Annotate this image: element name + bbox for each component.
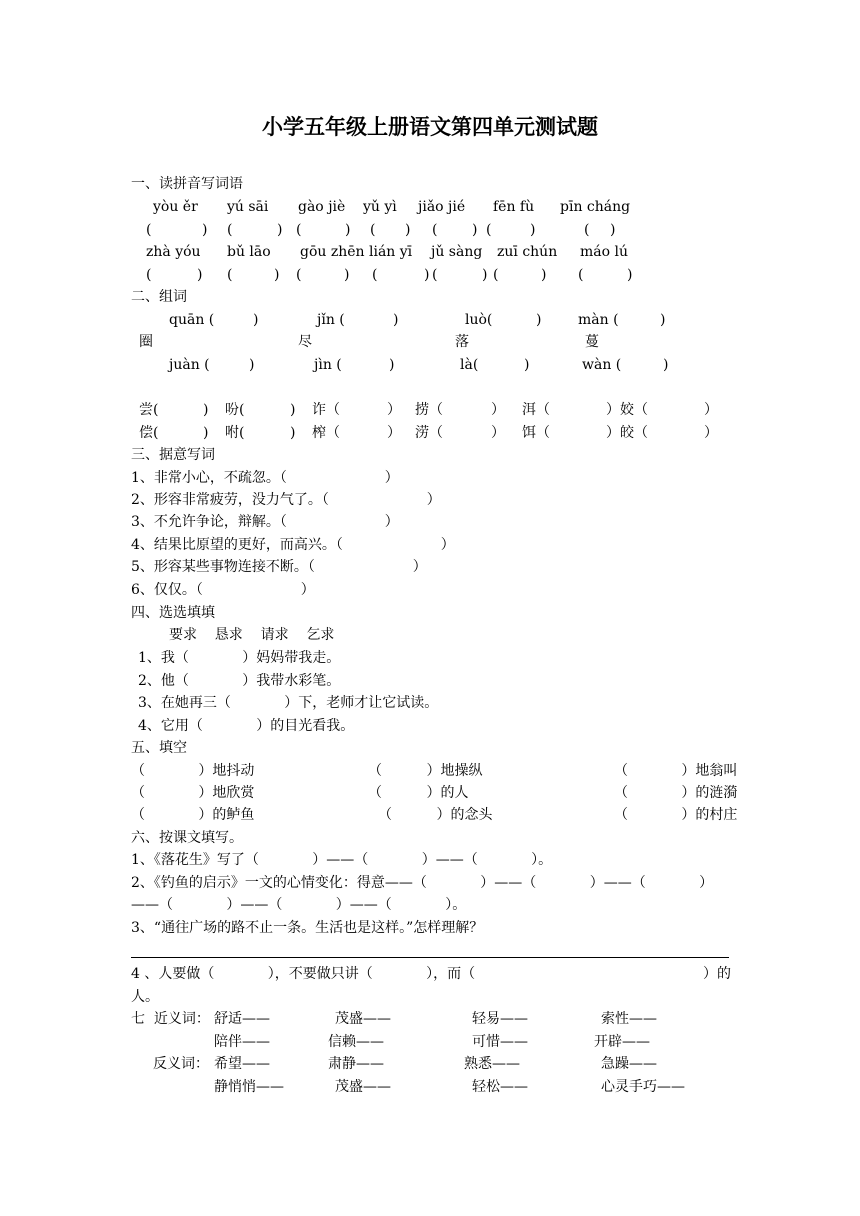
pinyin-blank: ) [249, 357, 255, 373]
syn-r2-c3: 可惜—— [472, 1034, 528, 1050]
s3-item-3: 3、不允许争论，辩解。（ ） [131, 514, 399, 530]
blank-paren: ( [584, 222, 590, 238]
syn-r1-c2: 茂盛—— [335, 1011, 391, 1027]
char-blank: ) [203, 402, 209, 418]
s5-r3-c2: （ ）的念头 [378, 807, 493, 823]
s3-item-6: 6、仅仅。（ ） [131, 582, 315, 598]
char-blank: ） [704, 402, 718, 418]
pinyin-blank: là( [460, 357, 479, 373]
pinyin-blank: ) [393, 312, 399, 328]
blank-paren: ( [370, 222, 376, 238]
char-blank: ) [290, 425, 296, 441]
s5-r1-c1: （ ）地抖动 [131, 763, 255, 779]
ant-r1-c1: 希望—— [214, 1056, 270, 1072]
char-blank: 诈（ [312, 402, 340, 418]
s5-r3-c1: （ ）的鲈鱼 [131, 807, 255, 823]
blank-paren: ( [432, 222, 438, 238]
s3-item-4: 4、结果比原望的更好，而高兴。（ ） [131, 537, 455, 553]
blank-paren: ) [541, 267, 547, 283]
blank-paren: ) [530, 222, 536, 238]
pinyin: jǔ sàng [431, 244, 483, 260]
char-blank: 涝（ [415, 425, 443, 441]
blank-paren: ( [493, 267, 499, 283]
char: 蔓 [585, 334, 599, 350]
syn-r1-c1: 舒适—— [214, 1011, 270, 1027]
char: 落 [455, 334, 469, 350]
pinyin: bǔ lāo [227, 244, 271, 260]
s3-item-1: 1、非常小心，不疏忽。（ ） [131, 470, 399, 486]
pinyin: gōu zhēn [300, 244, 365, 260]
s3-item-5: 5、形容某些事物连接不断。（ ） [131, 559, 427, 575]
ant-r2-c3: 轻松—— [472, 1079, 528, 1095]
s4-item-3: 3、在她再三（ ）下，老师才让它试读。 [138, 695, 439, 711]
pinyin-blank: jǐn ( [317, 312, 345, 328]
ant-r1-c4: 急躁—— [601, 1056, 657, 1072]
pinyin-blank: ) [524, 357, 530, 373]
pinyin: pīn cháng [560, 199, 631, 215]
s6-item-4a-end: ）的 [703, 966, 731, 982]
s5-r1-c2: （ ）地操纵 [368, 763, 483, 779]
pinyin: zuī chún [497, 244, 558, 260]
char-blank: ） [387, 402, 401, 418]
pinyin-blank: jìn ( [314, 357, 342, 373]
pinyin-blank: juàn ( [169, 357, 210, 373]
pinyin: jiǎo jié [418, 199, 466, 215]
s6-item-4b: 人。 [131, 989, 159, 1005]
ant-r2-c4: 心灵手巧—— [601, 1079, 685, 1095]
s6-item-4a: 4 、人要做（ ），不要做只讲（ ），而（ [131, 966, 476, 982]
char: 圈 [139, 334, 153, 350]
blank-paren: ) [482, 267, 488, 283]
blank-paren: ( [146, 267, 152, 283]
pinyin: lián yī [369, 244, 413, 260]
section-6-heading: 六、按课文填写。 [131, 830, 243, 846]
syn-r1-c3: 轻易—— [472, 1011, 528, 1027]
blank-paren: ) [610, 222, 616, 238]
syn-r2-c1: 陪伴—— [214, 1034, 270, 1050]
pinyin-blank: màn ( [578, 312, 619, 328]
char-blank: ） [491, 402, 505, 418]
pinyin-blank: ) [663, 357, 669, 373]
pinyin: fēn fù [493, 199, 535, 215]
blank-paren: ( [578, 267, 584, 283]
syn-r2-c2: 信赖—— [328, 1034, 384, 1050]
blank-paren: ) [344, 267, 350, 283]
s3-item-2: 2、形容非常疲劳，没力气了。（ ） [131, 492, 441, 508]
section-3-heading: 三、据意写词 [131, 447, 215, 463]
pinyin-blank: wàn ( [582, 357, 622, 373]
s4-item-2: 2、他（ ）我带水彩笔。 [138, 673, 341, 689]
blank-paren: ( [296, 222, 302, 238]
blank-paren: ( [227, 222, 233, 238]
section-1-heading: 一、读拼音写词语 [131, 176, 243, 192]
pinyin-blank: ) [536, 312, 542, 328]
char-blank: 尝( [139, 402, 159, 418]
s6-item-3: 3、“通往广场的路不止一条。生活也是这样。”怎样理解？ [131, 920, 484, 936]
s4-item-1: 1、我（ ）妈妈带我走。 [138, 650, 341, 666]
blank-paren: ( [227, 267, 233, 283]
blank-paren: ) [405, 222, 411, 238]
ant-r2-c1: 静悄悄—— [214, 1079, 284, 1095]
char-blank: ) [203, 425, 209, 441]
s4-choices: 要求 恳求 请求 乞求 [169, 627, 335, 643]
blank-paren: ) [472, 222, 478, 238]
ant-r2-c2: 茂盛—— [335, 1079, 391, 1095]
pinyin-blank: ) [389, 357, 395, 373]
blank-paren: ) [345, 222, 351, 238]
blank-paren: ) [627, 267, 633, 283]
s5-r1-c3: （ ）地翁叫 [614, 763, 738, 779]
blank-paren: ) [197, 267, 203, 283]
pinyin-blank: luò( [465, 312, 493, 328]
char-blank: 吩( [225, 402, 245, 418]
char-blank: 榨（ [312, 425, 340, 441]
pinyin: yòu ěr [153, 199, 198, 215]
s6-item-1: 1、《落花生》写了（ ）——（ ）——（ ）。 [131, 852, 553, 868]
char: 尽 [298, 334, 312, 350]
char-blank: ） [387, 425, 401, 441]
char-blank: 偿( [139, 425, 159, 441]
blank-paren: ( [372, 267, 378, 283]
section-5-heading: 五、填空 [131, 740, 187, 756]
ant-r1-c2: 肃静—— [328, 1056, 384, 1072]
antonym-label: 反义词： [153, 1056, 209, 1072]
pinyin-blank: quān ( [169, 312, 215, 328]
pinyin-blank: ) [253, 312, 259, 328]
section-7-heading: 七 近义词： [131, 1011, 210, 1027]
blank-paren: ) [277, 222, 283, 238]
blank-paren: ( [296, 267, 302, 283]
s6-item-2b: ——（ ）——（ ）——（ ）。 [131, 897, 467, 913]
syn-r1-c4: 索性—— [601, 1011, 657, 1027]
char-blank: ） [704, 425, 718, 441]
section-4-heading: 四、选选填填 [131, 605, 215, 621]
answer-line [131, 957, 729, 958]
pinyin: máo lú [580, 244, 628, 260]
pinyin: zhà yóu [146, 244, 201, 260]
s5-r2-c2: （ ）的人 [368, 785, 469, 801]
s5-r2-c1: （ ）地欣赏 [131, 785, 255, 801]
char-blank: 咐( [225, 425, 245, 441]
char-blank: ）皎（ [606, 425, 648, 441]
char-blank: 饵（ [522, 425, 550, 441]
s4-item-4: 4、它用（ ）的目光看我。 [138, 718, 355, 734]
section-2-heading: 二、组词 [131, 289, 187, 305]
pinyin: yú sāi [227, 199, 269, 215]
syn-r2-c4: 开辟—— [594, 1034, 650, 1050]
char-blank: 捞（ [415, 402, 443, 418]
s5-r2-c3: （ ）的涟漪 [614, 785, 738, 801]
pinyin: gào jiè [298, 199, 346, 215]
char-blank: ）姣（ [606, 402, 648, 418]
s5-r3-c3: （ ）的村庄 [614, 807, 738, 823]
pinyin-blank: ) [660, 312, 666, 328]
s6-item-2a: 2、《钓鱼的启示》一文的心情变化：得意——（ ）——（ ）——（ ） [131, 875, 714, 891]
blank-paren: ( [486, 222, 492, 238]
pinyin: yǔ yì [363, 199, 397, 215]
char-blank: 洱（ [522, 402, 550, 418]
char-blank: ） [491, 425, 505, 441]
blank-paren: ( [146, 222, 152, 238]
page-title: 小学五年级上册语文第四单元测试题 [262, 114, 598, 139]
blank-paren: ) [202, 222, 208, 238]
blank-paren: ) [424, 267, 430, 283]
char-blank: ) [290, 402, 296, 418]
ant-r1-c3: 熟悉—— [464, 1056, 520, 1072]
blank-paren: ( [432, 267, 438, 283]
blank-paren: ) [274, 267, 280, 283]
